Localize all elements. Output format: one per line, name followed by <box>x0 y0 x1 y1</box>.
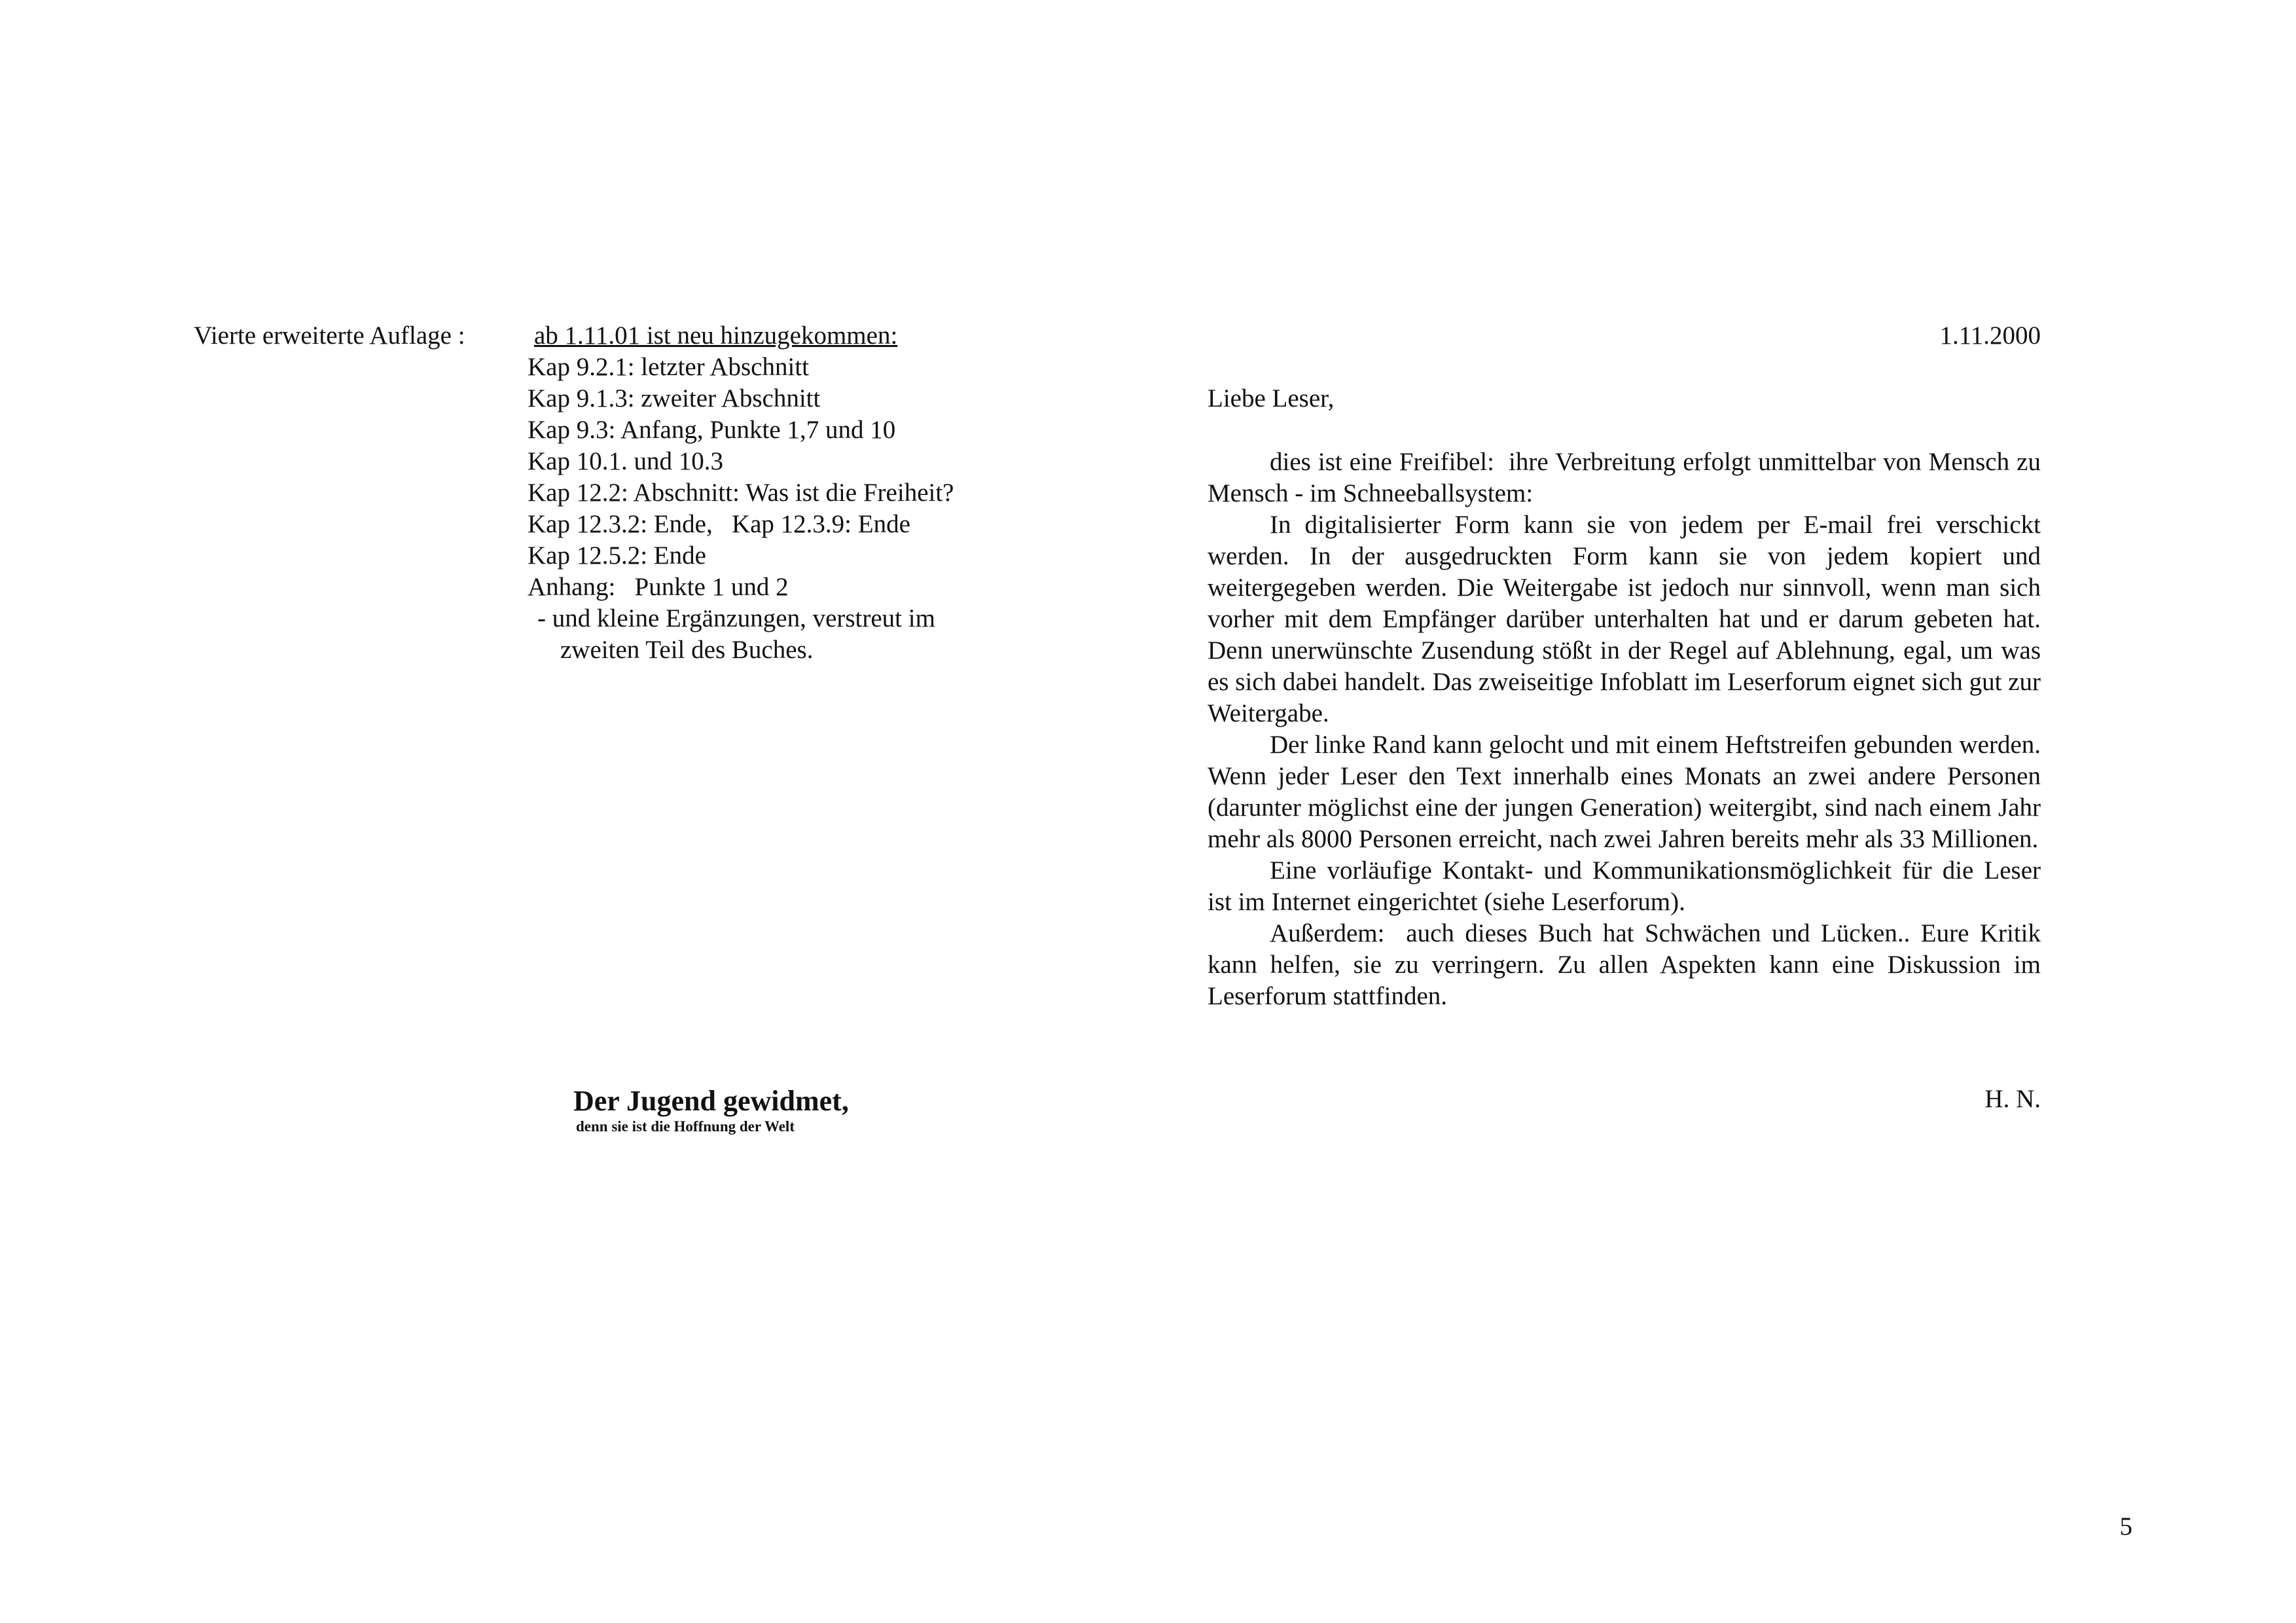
change-item: Kap 12.5.2: Ende <box>528 541 706 570</box>
letter-paragraph: In digitalisierter Form kann sie von jedem per E-mail frei verschickt werden. In der ausgedruckten Form kann sie von jedem kopiert und weitergegeben werden. Die Weitergabe ist jedoch nur sinnvoll, wenn man sich vorher mit dem Empfänger darüber unterhalten hat und er darum gebeten hat. Denn unerwünschte Zusendung stößt in der Regel auf Ablehnung, egal, um was es sich dabei handelt. Das zweiseitige Infoblatt im Leserforum eignet sich gut zur Weitergabe. <box>1208 511 2041 727</box>
page-number: 5 <box>2119 1512 2132 1541</box>
change-item: Kap 9.3: Anfang, Punkte 1,7 und 10 <box>528 416 896 444</box>
letter-date: 1.11.2000 <box>1939 321 2041 350</box>
letter-paragraph: dies ist eine Freifibel: ihre Verbreitung erfolgt unmittelbar von Mensch zu Mensch - im Schneeballsystem: <box>1208 448 2047 507</box>
change-item: Kap 9.1.3: zweiter Abschnitt <box>528 384 821 412</box>
dedication <box>573 1084 849 1136</box>
change-item: Kap 9.2.1: letzter Abschnitt <box>528 353 809 381</box>
letter-paragraph: Außerdem: auch dieses Buch hat Schwächen und Lücken.. Eure Kritik kann helfen, sie zu verringern. Zu allen Aspekten kann eine Diskussion im Leserforum stattfinden. <box>1208 919 2047 1010</box>
salutation: Liebe Leser, <box>1208 384 1335 412</box>
edition-label: Vierte erweiterte Auflage : <box>194 321 465 350</box>
dedication-main: Der Jugend gewidmet, <box>573 1085 849 1117</box>
minor-changes-line-1: - und kleine Ergänzungen, verstreut im <box>537 604 935 632</box>
changes-heading: ab 1.11.01 ist neu hinzugekommen: <box>534 321 898 350</box>
dedication-sub: denn sie ist die Hoffnung der Welt <box>576 1118 795 1135</box>
change-item: Anhang: Punkte 1 und 2 <box>528 573 789 601</box>
changes-list <box>528 320 954 666</box>
letter-body <box>1208 447 2047 1012</box>
letter-paragraph: Der linke Rand kann gelocht und mit einem Heftstreifen gebunden werden. Wenn jeder Leser den Text innerhalb eines Monats an zwei andere Personen (darunter möglichst eine der jungen Generation) weitergibt, sind nach einem Jahr mehr als 8000 Personen erreicht, nach zwei Jahren bereits mehr als 33 Millionen. <box>1208 731 2041 853</box>
letter-paragraph: Eine vorläufige Kontakt- und Kommunikationsmöglichkeit für die Leser ist im Internet eingerichtet (siehe Leserforum). <box>1208 856 2041 916</box>
change-item: Kap 12.3.2: Ende, Kap 12.3.9: Ende <box>528 510 910 538</box>
change-item: Kap 10.1. und 10.3 <box>528 447 723 475</box>
change-item: Kap 12.2: Abschnitt: Was ist die Freiheit? <box>528 479 954 507</box>
signature: H. N. <box>1984 1085 2041 1113</box>
minor-changes-line-2: zweiten Teil des Buches. <box>560 636 814 664</box>
